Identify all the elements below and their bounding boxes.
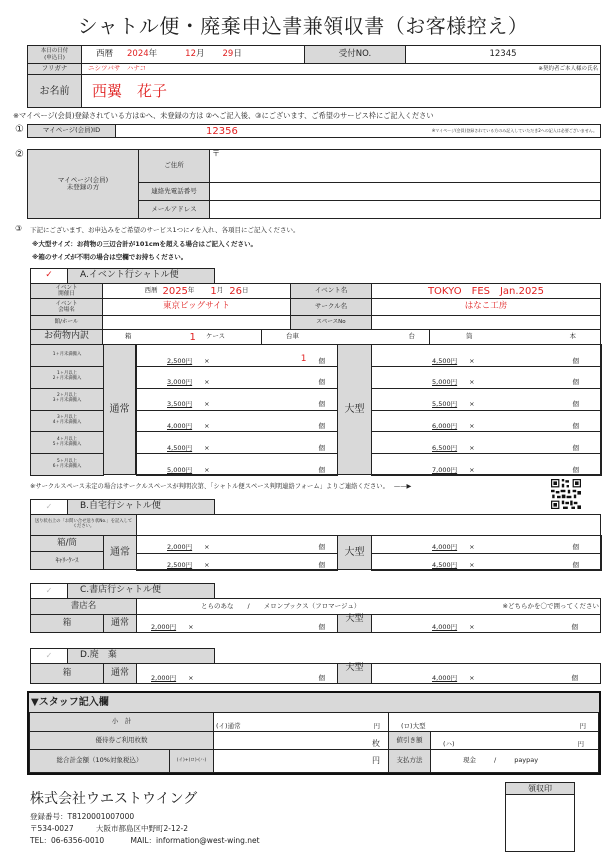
normal-price-row[interactable] <box>136 410 338 433</box>
cargo-cart-unit: 台 <box>408 332 415 341</box>
normal-times: × <box>204 443 210 452</box>
serviceC-normal-label: 通常 <box>103 614 137 633</box>
company-tel: TEL：06-6356-0010 <box>30 836 105 845</box>
serviceD-large-unit: 個 <box>571 673 578 682</box>
subtotal-large-yen: 円 <box>579 721 586 730</box>
subtotal-large-label: (ロ)大型 <box>401 721 426 730</box>
normal-unit: 個 <box>318 443 325 452</box>
space-label: スペースNo <box>290 315 372 330</box>
normal-price: 3,500円 <box>167 400 193 409</box>
serviceB-box-label: 箱/筒 <box>30 535 104 552</box>
staff-section <box>27 691 601 775</box>
phone-label: 連絡先電話番号 <box>138 182 210 201</box>
normal-price: 2,500円 <box>167 356 193 365</box>
date-label: 本日の日付 (申込日) <box>27 45 82 64</box>
section3-note2: ※箱のサイズが不明の場合は空欄でお持ちください。 <box>32 253 188 261</box>
subtotal-normal-label: (イ)通常 <box>216 721 241 730</box>
section2-block <box>27 149 601 219</box>
large-times: × <box>469 543 475 552</box>
event-month-unit: 月 <box>216 286 224 295</box>
normal-unit: 個 <box>318 400 325 409</box>
normal-price: 3,000円 <box>167 378 193 387</box>
serviceB-large-label: 大型 <box>337 535 372 570</box>
payment-field[interactable] <box>430 749 599 773</box>
large-price-row[interactable] <box>371 366 602 389</box>
serviceC-normal-price: 2,000円 <box>151 622 177 631</box>
serviceA-title: A.イベント行シャトル便 <box>67 268 215 284</box>
serviceD-large-row[interactable] <box>371 663 601 684</box>
normal-unit: 個 <box>318 356 325 365</box>
large-price: 6,000円 <box>432 422 458 431</box>
serviceB-price-rows <box>30 535 603 570</box>
serviceD-large-times: × <box>469 673 475 682</box>
cargo-cart-field[interactable] <box>261 329 430 345</box>
serviceD-normal-unit: 個 <box>318 673 325 682</box>
large-times: × <box>469 465 475 474</box>
event-month: 1 <box>210 285 217 297</box>
furigana-note: ※契約者ご本人様の氏名 <box>538 65 598 72</box>
space-note-text: ※サークルスペース未定の場合はサークルスペースが判明次第、「シャトル便スペース判明連絡フォーム」よりご連絡ください。 <box>30 483 389 490</box>
large-price: 5,500円 <box>432 400 458 409</box>
normal-times: × <box>204 465 210 474</box>
company-mail: MAIL：information@west-wing.net <box>130 836 260 845</box>
voucher-field[interactable] <box>213 731 389 750</box>
cargo-box-qty: 1 <box>189 331 196 343</box>
company-address-line <box>30 823 188 834</box>
member-id-label: マイページ(会員)ID <box>27 124 116 138</box>
large-times: × <box>469 356 475 365</box>
payment-paypay[interactable]: paypay <box>514 756 539 765</box>
subtotal-normal-field[interactable] <box>213 712 389 732</box>
serviceB-normal-label: 通常 <box>103 535 137 570</box>
normal-price: 2,000円 <box>167 543 193 552</box>
period-label: 1ヶ月以上 2ヶ月未満搬入 <box>30 366 104 389</box>
section1-number: ① <box>15 124 24 135</box>
normal-price: 2,500円 <box>167 560 193 569</box>
serviceD-title: D.廃 棄 <box>67 648 215 664</box>
discount-label: 値引き額 <box>388 731 431 750</box>
serviceB-normal-row[interactable] <box>136 535 338 554</box>
address-field[interactable] <box>209 149 601 183</box>
large-unit: 個 <box>572 378 579 387</box>
arrow-icon: ——▶ <box>393 483 412 490</box>
large-price: 4,500円 <box>432 356 458 365</box>
large-unit: 個 <box>572 465 579 474</box>
large-unit: 個 <box>572 356 579 365</box>
large-price: 7,000円 <box>432 465 458 474</box>
subtotal-large-field[interactable] <box>388 712 599 732</box>
store-option-tora[interactable]: とらのあな <box>201 601 234 610</box>
serviceD-large-price: 4,000円 <box>432 673 458 682</box>
serviceC-box-label: 箱 <box>30 614 104 633</box>
section3-note1: ※大型サイズ：お荷物の三辺合計が101cmを超える場合はご記入ください。 <box>32 240 257 248</box>
serviceC-normal-times: × <box>188 622 194 631</box>
serviceB-large-row[interactable] <box>371 553 602 572</box>
serviceA-normal-label: 通常 <box>103 344 136 475</box>
member-id-value: 12356 <box>206 125 238 137</box>
normal-unit: 個 <box>318 378 325 387</box>
member-id-note: ※マイページ(会員)登録されている方のみ記入していただき2への記入は必要ございません。 <box>431 127 597 133</box>
unregistered-label: マイページ(会員) 未登録の方 <box>27 149 139 219</box>
circle-label: サークル名 <box>290 298 372 316</box>
name-field[interactable] <box>81 74 601 108</box>
large-times: × <box>469 422 475 431</box>
payment-cash[interactable]: 現金 <box>463 756 476 765</box>
qr-code-icon[interactable] <box>551 479 581 509</box>
serviceD-normal-times: × <box>188 673 194 682</box>
total-label: 総合計金額（10%対象税込） <box>29 749 170 773</box>
serviceD-checkbox[interactable]: ✓ <box>30 648 68 664</box>
date-era: 西暦 <box>96 48 114 59</box>
store-note: ※どちらかを〇で囲ってください <box>502 601 599 610</box>
date-month: 12 <box>185 48 196 59</box>
event-year: 2025 <box>162 285 188 297</box>
store-option-melon[interactable]: メロンブックス（フロマージュ） <box>263 601 361 610</box>
store-separator: / <box>247 601 250 610</box>
normal-price-row[interactable] <box>136 388 338 411</box>
serviceB-table <box>30 514 601 570</box>
section3-number: ③ <box>15 224 23 233</box>
payment-label: 支払方法 <box>388 749 431 773</box>
normal-price-row[interactable] <box>136 453 338 476</box>
member-id-field[interactable] <box>115 124 601 138</box>
subtotal-label: 小 計 <box>29 712 214 732</box>
large-price-row[interactable] <box>371 431 602 454</box>
receipt-stamp-label: 領収印 <box>506 783 574 795</box>
payment-separator: / <box>494 756 497 765</box>
normal-unit: 個 <box>318 560 325 569</box>
hall-label: 館/ホール <box>30 315 103 330</box>
email-label: メールアドレス <box>138 200 210 219</box>
discount-field[interactable] <box>430 731 599 750</box>
large-unit: 個 <box>572 443 579 452</box>
large-price: 4,000円 <box>432 543 458 552</box>
staff-title: ▼スタッフ記入欄 <box>29 693 599 713</box>
normal-times: × <box>204 356 210 365</box>
event-day-unit: 日 <box>242 286 249 295</box>
date-year: 2024 <box>127 48 149 59</box>
normal-unit: 個 <box>318 422 325 431</box>
normal-price: 4,500円 <box>167 443 193 452</box>
serviceB-title: B.自宅行シャトル便 <box>67 499 215 515</box>
serviceA-large-label: 大型 <box>337 344 372 475</box>
serviceC-large-label: 大型 <box>337 614 372 633</box>
store-label: 書店名 <box>30 598 137 615</box>
normal-price-row[interactable] <box>136 431 338 454</box>
voucher-label: 優待券ご利用枚数 <box>29 731 214 750</box>
period-label: 5ヶ月以上 6ヶ月未満搬入 <box>30 453 104 476</box>
header-block <box>27 45 601 108</box>
address-label: ご住所 <box>138 149 210 183</box>
date-day-unit: 日 <box>233 48 242 59</box>
furigana-label: フリガナ <box>27 63 82 75</box>
serviceC-title: C.書店行シャトル便 <box>67 583 215 599</box>
venue-value[interactable]: 東京ビッグサイト <box>102 298 291 316</box>
large-times: × <box>469 400 475 409</box>
date-year-unit: 年 <box>148 48 158 59</box>
serviceC-large-price: 4,000円 <box>432 622 458 631</box>
large-unit: 個 <box>572 543 579 552</box>
discount-yen: 円 <box>577 739 584 748</box>
event-year-unit: 年 <box>187 286 195 295</box>
serviceC-large-row[interactable] <box>371 614 601 633</box>
tracking-field[interactable] <box>136 514 601 536</box>
company-postal: 〒534-0027 <box>30 824 74 833</box>
total-yen: 円 <box>372 755 380 765</box>
period-label: 2ヶ月以上 3ヶ月未満搬入 <box>30 388 104 411</box>
email-field[interactable] <box>209 200 601 219</box>
large-price: 4,500円 <box>432 560 458 569</box>
company-contact-line <box>30 835 260 846</box>
normal-times: × <box>204 560 210 569</box>
serviceC-normal-row[interactable] <box>136 614 338 633</box>
name-label: お名前 <box>27 74 82 108</box>
large-price: 5,000円 <box>432 378 458 387</box>
section3-instruction: 下記にございます、お申込みをご希望のサービス1つに✓を入れ、各項目にご記入ください。 <box>30 226 300 234</box>
event-name-value[interactable]: TOKYO FES Jan.2025 <box>371 283 601 299</box>
serviceC-large-times: × <box>469 622 475 631</box>
serviceC-normal-unit: 個 <box>318 622 325 631</box>
serviceD-normal-price: 2,000円 <box>151 673 177 682</box>
normal-price: 5,000円 <box>167 465 193 474</box>
receipt-no-label: 受付NO. <box>304 45 406 64</box>
normal-qty[interactable]: 1 <box>300 353 307 364</box>
company-name: 株式会社ウエストウイング <box>30 791 198 807</box>
cargo-case-unit: ケース <box>205 332 226 341</box>
cargo-tube-unit: 本 <box>569 332 576 341</box>
period-label: 1ヶ月未満搬入 <box>30 344 104 367</box>
page-title: シャトル便・廃棄申込書兼領収書（お客様控え） <box>77 14 529 38</box>
date-day: 29 <box>222 48 234 59</box>
event-name-label: イベント名 <box>290 283 372 299</box>
cargo-tube-label: 筒 <box>466 332 473 341</box>
section2-number: ② <box>15 149 24 160</box>
serviceC-large-unit: 個 <box>571 622 578 631</box>
large-price-row[interactable] <box>371 410 602 433</box>
large-times: × <box>469 560 475 569</box>
receipt-stamp-box <box>505 782 575 852</box>
normal-times: × <box>204 400 210 409</box>
normal-price: 4,000円 <box>167 422 193 431</box>
furigana-value: ニシツバサ ハナコ <box>88 64 147 73</box>
circle-value[interactable]: はなこ工房 <box>371 298 601 316</box>
serviceD-normal-row[interactable] <box>136 663 338 684</box>
tracking-label: 送り状右上の「お問い合せ送り状No.」を記入してください。 <box>30 514 137 536</box>
cargo-box-field[interactable] <box>102 329 262 345</box>
store-field[interactable] <box>136 598 601 615</box>
serviceA-checkbox[interactable]: ✓ <box>30 268 68 284</box>
normal-unit: 個 <box>318 543 325 552</box>
serviceC-checkbox[interactable]: ✓ <box>30 583 68 599</box>
large-price: 6,500円 <box>432 443 458 452</box>
large-price-row[interactable] <box>371 344 602 367</box>
cargo-label: お荷物内訳 <box>30 329 103 345</box>
large-price-row[interactable] <box>371 453 602 476</box>
normal-times: × <box>204 422 210 431</box>
serviceA-table <box>30 283 601 475</box>
intro-note: ※マイページ(会員)登録されている方は①へ、未登録の方は ②へご記入後、③にございます、ご希望のサービス枠にご記入ください <box>13 111 434 120</box>
cargo-box-label: 箱 <box>125 332 132 341</box>
serviceD-large-label: 大型 <box>337 663 372 684</box>
receipt-no-value[interactable]: 12345 <box>405 45 601 64</box>
company-address: 大阪市都島区中野町2-12-2 <box>96 824 188 833</box>
discount-code: (ハ) <box>443 739 455 748</box>
total-formula: (イ)+(ロ)-(ハ) <box>169 749 214 773</box>
postal-mark: 〒 <box>212 149 220 158</box>
normal-price-row[interactable] <box>136 344 338 367</box>
normal-times: × <box>204 543 210 552</box>
event-date-field[interactable] <box>102 283 291 299</box>
event-date-label: イベント 開催日 <box>30 283 103 299</box>
serviceB-case-label: ｷｬﾘｰｹｰｽ <box>30 551 104 570</box>
cargo-tube-field[interactable] <box>429 329 601 345</box>
normal-price-row[interactable] <box>136 366 338 389</box>
serviceB-normal-row[interactable] <box>136 553 338 572</box>
space-note <box>30 481 411 490</box>
event-era: 西暦 <box>144 286 158 295</box>
serviceB-large-row[interactable] <box>371 535 602 554</box>
normal-times: × <box>204 378 210 387</box>
cargo-cart-label: 台車 <box>286 332 299 341</box>
date-field[interactable] <box>81 45 305 64</box>
hall-field[interactable] <box>102 315 291 330</box>
voucher-unit: 枚 <box>372 739 380 749</box>
serviceB-checkbox[interactable]: ✓ <box>30 499 68 515</box>
event-day: 26 <box>229 285 243 297</box>
venue-label: イベント 会場名 <box>30 298 103 316</box>
serviceD-box-label: 箱 <box>30 663 104 684</box>
total-field[interactable] <box>213 749 389 773</box>
large-times: × <box>469 443 475 452</box>
large-unit: 個 <box>572 422 579 431</box>
serviceD-table <box>30 663 601 684</box>
normal-unit: 個 <box>318 465 325 474</box>
subtotal-normal-yen: 円 <box>373 721 380 730</box>
name-value: 西翼 花子 <box>92 81 168 100</box>
large-unit: 個 <box>572 560 579 569</box>
period-label: 4ヶ月以上 5ヶ月未満搬入 <box>30 431 104 454</box>
date-month-unit: 月 <box>196 48 205 59</box>
company-registration: 登録番号：T8120001007000 <box>30 812 135 821</box>
large-times: × <box>469 378 475 387</box>
serviceC-table <box>30 598 601 633</box>
phone-field[interactable] <box>209 182 601 201</box>
space-field[interactable] <box>371 315 601 330</box>
large-unit: 個 <box>572 400 579 409</box>
large-price-row[interactable] <box>371 388 602 411</box>
period-label: 3ヶ月以上 4ヶ月未満搬入 <box>30 410 104 433</box>
serviceD-normal-label: 通常 <box>103 663 137 684</box>
